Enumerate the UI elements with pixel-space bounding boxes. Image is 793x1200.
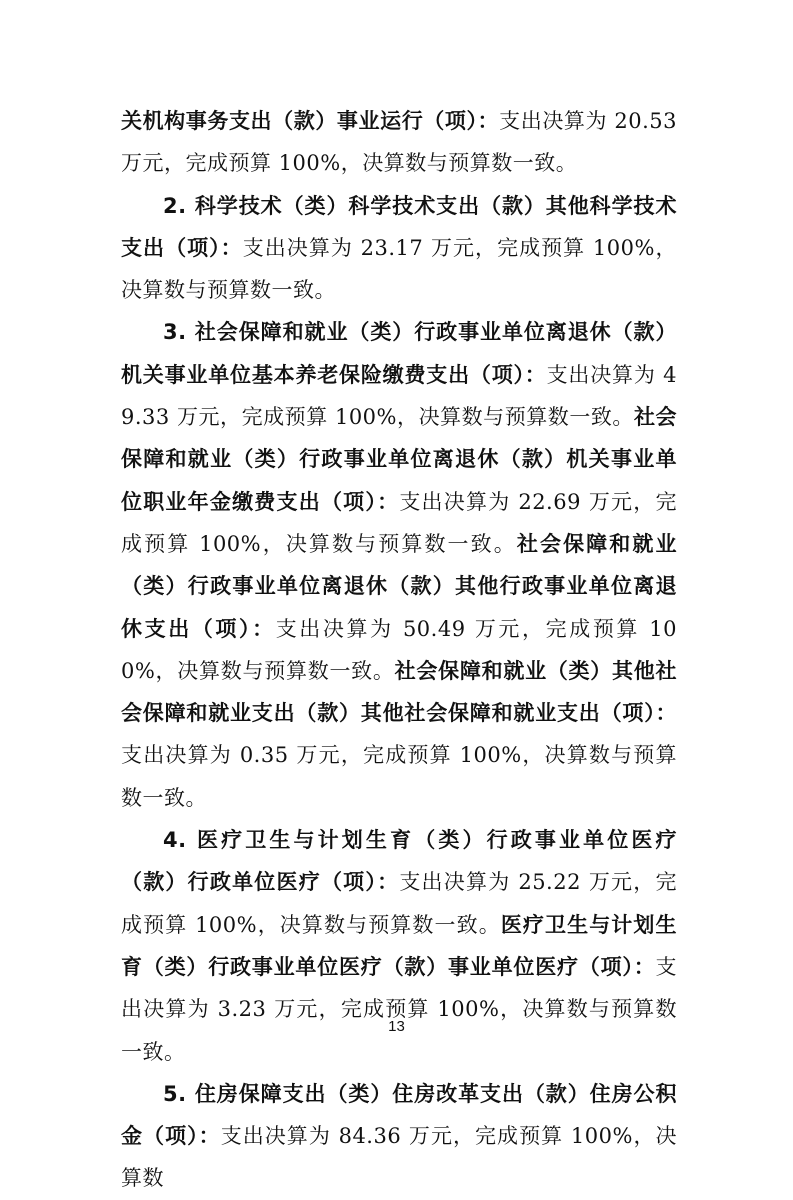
bold-heading: 社会保障和就业（类）行政事业单位离退休（款）机关事业单位职业年金缴费支出（项）： xyxy=(121,405,677,514)
bold-heading: 社会保障和就业（类）行政事业单位离退休（款）其他行政事业单位离退休支出（项）： xyxy=(121,531,677,641)
bold-heading: 关机构事务支出（款）事业运行（项）： xyxy=(121,109,500,133)
bold-heading: 医疗卫生与计划生育（类）行政事业单位医疗（款）事业单位医疗（项）： xyxy=(121,912,678,979)
paragraph-item-5 xyxy=(121,1073,677,1200)
paragraph-text: 支出决算为 20.53 万元，完成预算 100%，决算数与预算数一致。 xyxy=(121,109,678,176)
bold-heading: 社会保障和就业（类）其他社会保障和就业支出（款）其他社会保障和就业支出（项）： xyxy=(121,658,677,726)
bold-heading: 4. 医疗卫生与计划生育（类）行政事业单位医疗（款）行政单位医疗（项）： xyxy=(121,828,677,895)
bold-heading: 3. 社会保障和就业（类）行政事业单位离退休（款）机关事业单位基本养老保险缴费支出（项）： xyxy=(121,320,677,387)
paragraph-text: 支出决算为 25.22 万元，完成预算 100%，决算数与预算数一致。 xyxy=(121,870,677,937)
paragraph-text: 支出决算为 22.69 万元，完成预算 100%，决算数与预算数一致。 xyxy=(121,489,677,556)
paragraph-item-2 xyxy=(121,185,677,312)
paragraph-text: 支出决算为 3.23 万元，完成预算 100%，决算数与预算数一致。 xyxy=(121,954,677,1064)
paragraph-text: 支出决算为 23.17 万元，完成预算 100%，决算数与预算数一致。 xyxy=(121,235,678,303)
paragraph-item-3 xyxy=(121,311,677,819)
paragraph-text: 支出决算为 49.33 万元，完成预算 100%，决算数与预算数一致。 xyxy=(121,362,677,430)
paragraph-text: 支出决算为 0.35 万元，完成预算 100%，决算数与预算数一致。 xyxy=(121,743,677,810)
paragraph-text: 支出决算为 50.49 万元，完成预算 100%，决算数与预算数一致。 xyxy=(121,616,678,683)
bold-heading: 2. 科学技术（类）科学技术支出（款）其他科学技术支出（项）： xyxy=(121,193,677,260)
paragraph-continued xyxy=(121,100,677,185)
bold-heading: 5. 住房保障支出（类）住房改革支出（款）住房公积金（项）： xyxy=(121,1081,677,1149)
page-number: 13 xyxy=(388,1018,405,1035)
paragraph-text: 支出决算为 84.36 万元，完成预算 100%，决算数 xyxy=(121,1124,677,1191)
